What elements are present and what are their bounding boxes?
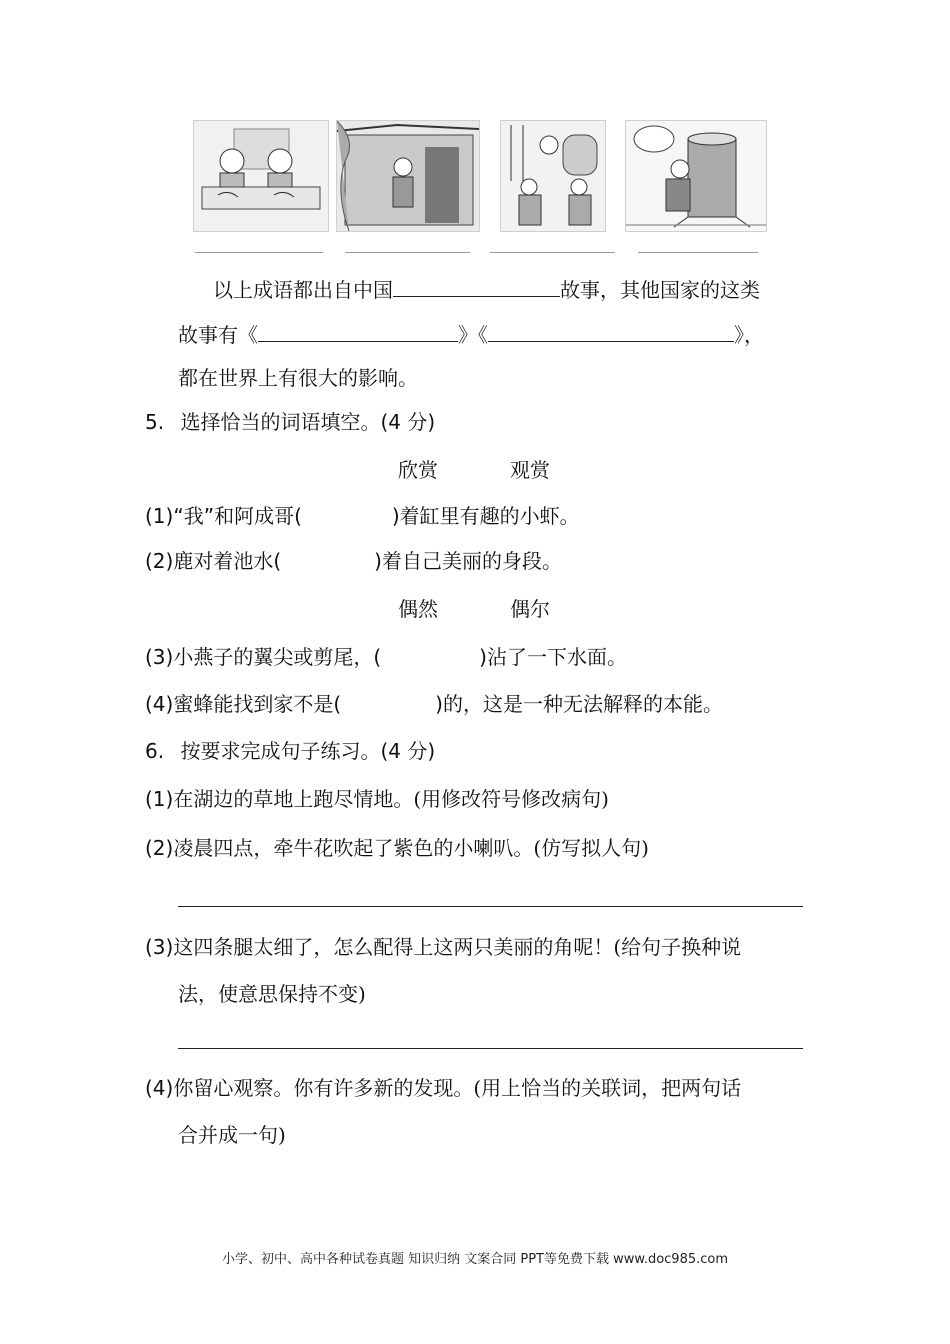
blank-book-2[interactable] [488, 321, 734, 342]
picture-answer-line[interactable] [345, 252, 470, 253]
q5-sentence-3 [145, 645, 627, 669]
sentence-text: 蜜蜂能找到家不是( [173, 692, 342, 716]
sentence-text: “我”和阿成哥( [173, 504, 302, 528]
word-choice-4: 偶尔 [510, 597, 550, 621]
q6-item-2 [145, 836, 649, 860]
q5-sentence-2 [145, 549, 562, 573]
sentence-text: )着自己美丽的身段。 [374, 549, 562, 573]
sentence-text: 在湖边的草地上跑尽情地。 [173, 787, 414, 811]
question-number: 5. [145, 410, 165, 434]
page-footer: 小学、初中、高中各种试卷真题 知识归纳 文案合同 PPT等免费下载 www.doc985.com [221, 1252, 729, 1267]
word-choice-3: 偶然 [398, 597, 438, 621]
item-number: (2) [145, 836, 174, 860]
q6-item-1 [145, 787, 609, 811]
q5-heading [145, 410, 435, 434]
q6-item-4 [145, 1076, 741, 1100]
answer-line[interactable] [178, 906, 803, 907]
q4-text: 以上成语都出自中国 [213, 278, 393, 302]
picture-answer-line[interactable] [638, 252, 758, 253]
warriors-scene-illustration [500, 120, 606, 232]
q4-text: 》《 [458, 323, 488, 347]
item-number: (4) [145, 1076, 174, 1100]
blank-book-1[interactable] [258, 321, 458, 342]
item-number: (3) [145, 645, 174, 669]
sentence-text: 你留心观察。你有许多新的发现。 [173, 1076, 474, 1100]
question-number: 6. [145, 739, 165, 763]
item-number: (2) [145, 549, 174, 573]
word-choice-2: 观赏 [510, 458, 550, 482]
blank-country-line[interactable] [393, 276, 560, 297]
q4-text: 故事，其他国家的这类 [560, 278, 760, 302]
picture-answer-line[interactable] [195, 252, 323, 253]
gate-scene-illustration [336, 120, 480, 232]
instruction-hint: (给句子换种说 [613, 935, 742, 959]
q4-line-2 [178, 321, 764, 347]
q6-item-3-continued: 法，使意思保持不变) [178, 982, 366, 1006]
instruction-hint: (仿写拟人句) [533, 836, 649, 860]
question-title: 选择恰当的词语填空。(4 分) [180, 410, 436, 434]
sentence-text: )沾了一下水面。 [479, 645, 627, 669]
answer-line[interactable] [178, 1048, 803, 1049]
item-number: (3) [145, 935, 174, 959]
instruction-hint: (用修改符号修改病句) [413, 787, 609, 811]
q6-heading [145, 739, 435, 763]
question-title: 按要求完成句子练习。(4 分) [180, 739, 436, 763]
two-children-writing-illustration [193, 120, 329, 232]
item-number: (4) [145, 692, 174, 716]
sentence-text: 鹿对着池水( [173, 549, 282, 573]
sentence-text: )着缸里有趣的小虾。 [391, 504, 580, 528]
q4-text: 故事有《 [178, 323, 258, 347]
picture-answer-line[interactable] [490, 252, 615, 253]
q5-sentence-1 [145, 504, 580, 528]
sentence-text: 小燕子的翼尖或剪尾，( [173, 645, 382, 669]
q6-item-4-continued: 合并成一句) [178, 1123, 286, 1147]
sentence-text: 凌晨四点，牵牛花吹起了紫色的小喇叭。 [173, 836, 534, 860]
q4-line-3: 都在世界上有很大的影响。 [178, 366, 418, 390]
q4-text: 》， [734, 323, 764, 347]
sentence-text: )的，这是一种无法解释的本能。 [435, 692, 723, 716]
instruction-hint: (用上恰当的关联词，把两句话 [473, 1076, 742, 1100]
sentence-text: 这四条腿太细了，怎么配得上这两只美丽的角呢！ [173, 935, 614, 959]
q5-sentence-4 [145, 692, 723, 716]
q6-item-3 [145, 935, 741, 959]
word-choice-1: 欣赏 [398, 458, 438, 482]
q4-line-1 [213, 276, 760, 302]
man-by-tree-stump-illustration [625, 120, 767, 232]
item-number: (1) [145, 504, 174, 528]
item-number: (1) [145, 787, 174, 811]
